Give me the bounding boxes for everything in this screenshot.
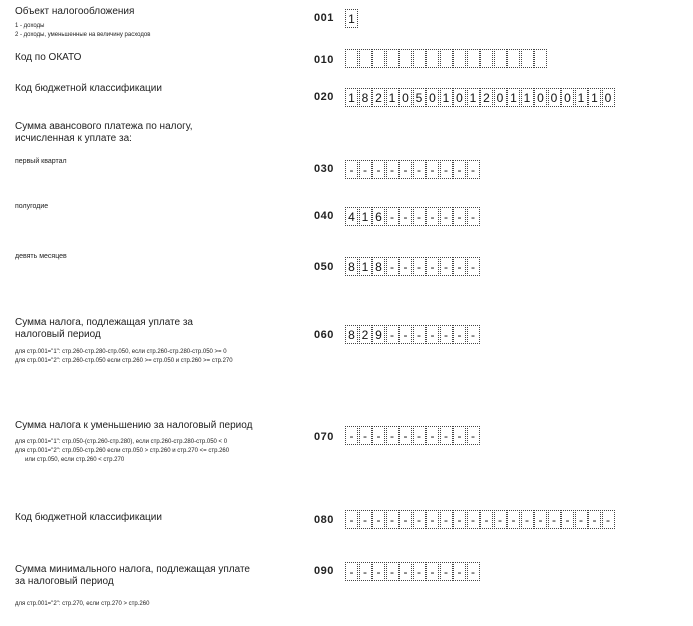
row-090-cells[interactable]	[345, 562, 480, 581]
row-070-hint-1: для стр.001="1": стр.050-(стр.260-стр.280), если стр.260-стр.280-стр.050 < 0	[15, 439, 228, 445]
char-cell[interactable]: 1	[345, 9, 358, 28]
char-cell[interactable]: -	[453, 562, 466, 581]
char-cell[interactable]: -	[507, 510, 520, 529]
char-cell[interactable]: -	[413, 207, 426, 226]
char-cell[interactable]: -	[426, 207, 439, 226]
char-cell[interactable]: -	[386, 207, 399, 226]
char-cell[interactable]	[399, 49, 412, 68]
row-001-hint-1: 1 - доходы	[15, 23, 45, 29]
char-cell[interactable]: -	[440, 510, 453, 529]
char-cell[interactable]: 1	[588, 88, 601, 107]
char-cell[interactable]: -	[386, 426, 399, 445]
char-cell[interactable]	[534, 49, 547, 68]
char-cell[interactable]: -	[467, 325, 480, 344]
char-cell[interactable]	[494, 49, 507, 68]
row-030-label: первый квартал	[15, 158, 67, 165]
char-cell[interactable]: -	[440, 562, 453, 581]
char-cell[interactable]: -	[372, 426, 385, 445]
row-070-code: 070	[314, 431, 334, 443]
char-cell[interactable]: 1	[575, 88, 588, 107]
char-cell[interactable]: -	[467, 562, 480, 581]
char-cell[interactable]: 0	[399, 88, 412, 107]
char-cell[interactable]: 2	[480, 88, 493, 107]
char-cell[interactable]: 0	[534, 88, 547, 107]
char-cell[interactable]: 8	[372, 257, 385, 276]
row-060-label-2: налоговый период	[15, 329, 101, 340]
char-cell[interactable]: 1	[521, 88, 534, 107]
row-050-cells[interactable]	[345, 257, 480, 276]
char-cell[interactable]: -	[453, 325, 466, 344]
char-cell[interactable]: -	[534, 510, 547, 529]
char-cell[interactable]: -	[561, 510, 574, 529]
row-001-cells[interactable]	[345, 9, 359, 28]
row-001-code: 001	[314, 12, 334, 24]
row-010-cells[interactable]	[345, 49, 548, 68]
char-cell[interactable]: -	[413, 426, 426, 445]
char-cell[interactable]	[480, 49, 493, 68]
row-070-cells[interactable]	[345, 426, 480, 445]
char-cell[interactable]	[507, 49, 520, 68]
char-cell[interactable]: -	[521, 510, 534, 529]
row-060-code: 060	[314, 329, 334, 341]
char-cell[interactable]: 6	[372, 207, 385, 226]
row-090-hint-1: для стр.001="2": стр.270, если стр.270 > стр.260	[15, 601, 150, 607]
row-020-code: 020	[314, 91, 334, 103]
char-cell[interactable]: -	[426, 257, 439, 276]
char-cell[interactable]	[467, 49, 480, 68]
char-cell[interactable]: -	[386, 325, 399, 344]
char-cell[interactable]: -	[345, 510, 358, 529]
char-cell[interactable]: -	[426, 562, 439, 581]
char-cell[interactable]: -	[440, 257, 453, 276]
char-cell[interactable]: 1	[359, 207, 372, 226]
row-090-label-2: за налоговый период	[15, 576, 114, 587]
char-cell[interactable]: -	[399, 160, 412, 179]
row-020-label: Код бюджетной классификации	[15, 83, 162, 94]
row-020-cells[interactable]	[345, 88, 615, 107]
char-cell[interactable]: -	[386, 257, 399, 276]
char-cell[interactable]: -	[440, 426, 453, 445]
char-cell[interactable]: 2	[359, 325, 372, 344]
char-cell[interactable]: -	[413, 562, 426, 581]
char-cell[interactable]: -	[453, 426, 466, 445]
char-cell[interactable]: -	[453, 207, 466, 226]
char-cell[interactable]: -	[399, 562, 412, 581]
char-cell[interactable]	[359, 49, 372, 68]
advance-header-line-2: исчисленная к уплате за:	[15, 133, 132, 144]
char-cell[interactable]: -	[426, 510, 439, 529]
row-050-code: 050	[314, 261, 334, 273]
char-cell[interactable]: -	[413, 160, 426, 179]
char-cell[interactable]: 8	[345, 257, 358, 276]
row-040-code: 040	[314, 210, 334, 222]
row-090-code: 090	[314, 565, 334, 577]
row-070-hint-2: для стр.001="2": стр.050-стр.260 если стр.050 > стр.260 и стр.270 <= стр.260	[15, 448, 230, 454]
row-001-hint-2: 2 - доходы, уменьшенные на величину расходов	[15, 32, 151, 38]
char-cell[interactable]: 1	[386, 88, 399, 107]
char-cell[interactable]: 1	[467, 88, 480, 107]
advance-header-line-1: Сумма авансового платежа по налогу,	[15, 121, 193, 132]
char-cell[interactable]: 0	[494, 88, 507, 107]
char-cell[interactable]: 0	[453, 88, 466, 107]
char-cell[interactable]	[440, 49, 453, 68]
char-cell[interactable]: -	[372, 510, 385, 529]
char-cell[interactable]: 0	[602, 88, 615, 107]
char-cell[interactable]: -	[359, 160, 372, 179]
char-cell[interactable]: 1	[345, 88, 358, 107]
char-cell[interactable]: 8	[359, 88, 372, 107]
char-cell[interactable]: -	[399, 426, 412, 445]
row-040-label: полугодие	[15, 203, 49, 210]
char-cell[interactable]	[453, 49, 466, 68]
char-cell[interactable]: -	[399, 325, 412, 344]
char-cell[interactable]: -	[453, 257, 466, 276]
char-cell[interactable]: -	[359, 562, 372, 581]
char-cell[interactable]: 5	[413, 88, 426, 107]
char-cell[interactable]: -	[467, 160, 480, 179]
row-030-code: 030	[314, 163, 334, 175]
char-cell[interactable]	[521, 49, 534, 68]
char-cell[interactable]: -	[372, 562, 385, 581]
char-cell[interactable]: 8	[345, 325, 358, 344]
char-cell[interactable]: -	[413, 325, 426, 344]
row-010-code: 010	[314, 54, 334, 66]
char-cell[interactable]: -	[359, 426, 372, 445]
row-040-cells[interactable]	[345, 207, 480, 226]
char-cell[interactable]	[345, 49, 358, 68]
row-060-hint-1: для стр.001="1": стр.260-стр.280-стр.050, если стр.260-стр.280-стр.050 >= 0	[15, 349, 227, 355]
char-cell[interactable]: -	[345, 160, 358, 179]
char-cell[interactable]: -	[440, 207, 453, 226]
row-030-cells[interactable]	[345, 160, 480, 179]
char-cell[interactable]: 1	[359, 257, 372, 276]
char-cell[interactable]: -	[399, 257, 412, 276]
char-cell[interactable]: -	[386, 160, 399, 179]
char-cell[interactable]: -	[399, 510, 412, 529]
row-070-label: Сумма налога к уменьшению за налоговый период	[15, 420, 253, 431]
char-cell[interactable]	[372, 49, 385, 68]
char-cell[interactable]: 1	[507, 88, 520, 107]
row-060-cells[interactable]	[345, 325, 480, 344]
char-cell[interactable]: 2	[372, 88, 385, 107]
char-cell[interactable]: -	[602, 510, 615, 529]
char-cell[interactable]: -	[372, 160, 385, 179]
char-cell[interactable]: -	[467, 510, 480, 529]
char-cell[interactable]: 0	[561, 88, 574, 107]
char-cell[interactable]: -	[467, 207, 480, 226]
char-cell[interactable]: -	[413, 510, 426, 529]
char-cell[interactable]: -	[467, 257, 480, 276]
char-cell[interactable]: -	[426, 160, 439, 179]
char-cell[interactable]	[386, 49, 399, 68]
row-090-label-1: Сумма минимального налога, подлежащая уплате	[15, 564, 250, 575]
char-cell[interactable]: 0	[548, 88, 561, 107]
char-cell[interactable]: -	[453, 510, 466, 529]
char-cell[interactable]: 0	[426, 88, 439, 107]
row-080-cells[interactable]	[345, 510, 615, 529]
char-cell[interactable]: -	[494, 510, 507, 529]
char-cell[interactable]: -	[386, 562, 399, 581]
char-cell[interactable]: 9	[372, 325, 385, 344]
char-cell[interactable]: -	[440, 325, 453, 344]
char-cell[interactable]: -	[467, 426, 480, 445]
char-cell[interactable]: -	[548, 510, 561, 529]
row-070-hint-3: или стр.050, если стр.260 < стр.270	[15, 457, 125, 463]
char-cell[interactable]: -	[426, 426, 439, 445]
char-cell[interactable]: -	[399, 207, 412, 226]
char-cell[interactable]: -	[345, 426, 358, 445]
char-cell[interactable]: -	[359, 510, 372, 529]
char-cell[interactable]: -	[345, 562, 358, 581]
char-cell[interactable]: -	[588, 510, 601, 529]
row-060-hint-2: для стр.001="2": стр.260-стр.050 если стр.260 >= стр.050 и стр.260 >= стр.270	[15, 358, 233, 364]
char-cell[interactable]: -	[440, 160, 453, 179]
char-cell[interactable]: -	[413, 257, 426, 276]
char-cell[interactable]: -	[575, 510, 588, 529]
row-001-label: Объект налогообложения	[15, 6, 135, 17]
row-060-label-1: Сумма налога, подлежащая уплате за	[15, 317, 193, 328]
char-cell[interactable]: -	[480, 510, 493, 529]
row-010-label: Код по ОКАТО	[15, 52, 82, 63]
row-050-label: девять месяцев	[15, 253, 67, 260]
char-cell[interactable]: -	[386, 510, 399, 529]
char-cell[interactable]	[426, 49, 439, 68]
char-cell[interactable]: 4	[345, 207, 358, 226]
row-080-label: Код бюджетной классификации	[15, 512, 162, 523]
char-cell[interactable]: -	[426, 325, 439, 344]
row-080-code: 080	[314, 514, 334, 526]
char-cell[interactable]: 1	[440, 88, 453, 107]
char-cell[interactable]	[413, 49, 426, 68]
char-cell[interactable]: -	[453, 160, 466, 179]
